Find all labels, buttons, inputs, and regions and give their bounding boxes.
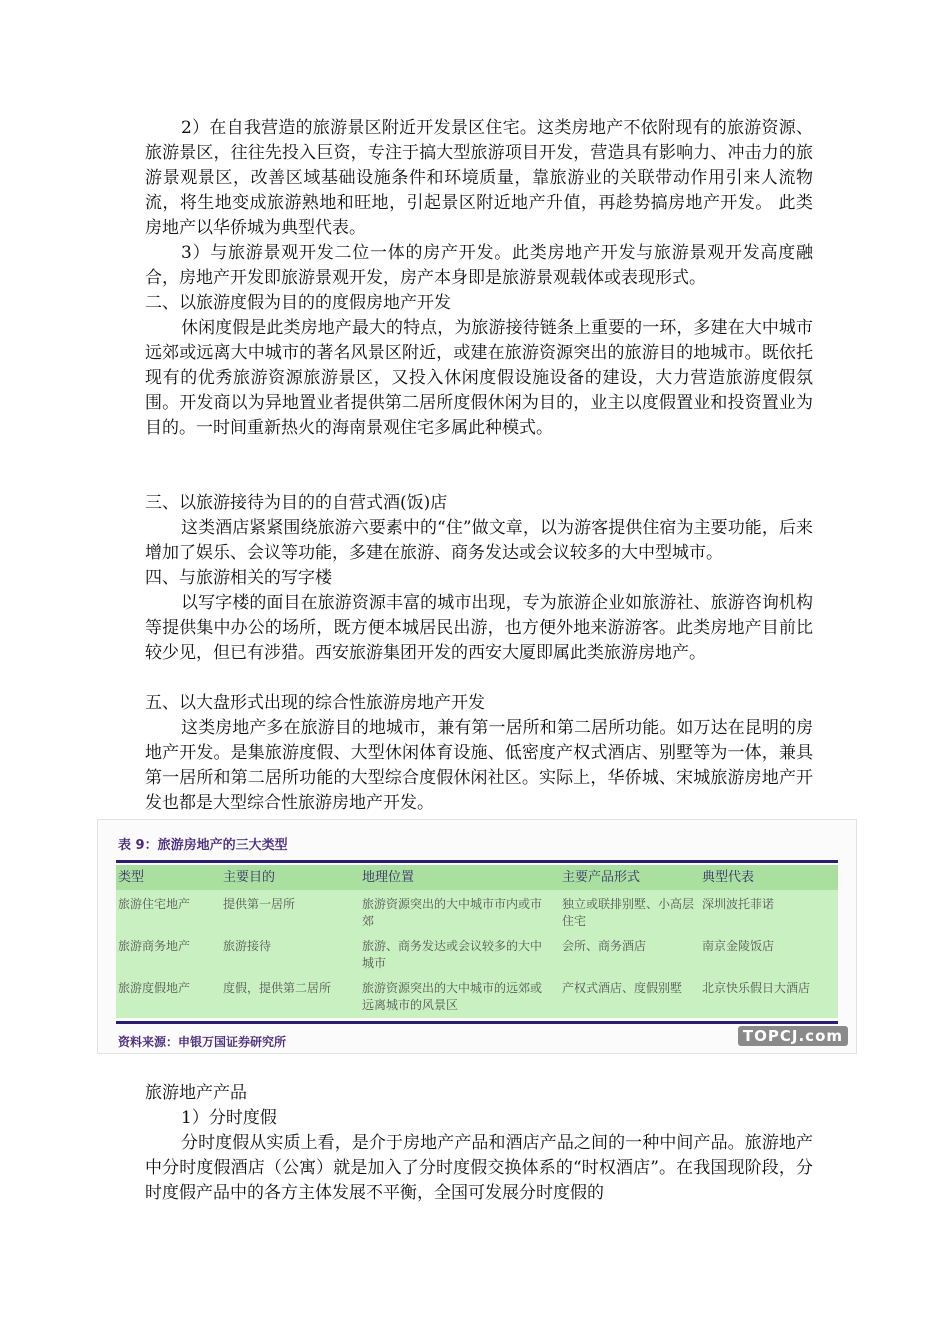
table-header-cell: 类型 [118,870,145,885]
paragraph-integrated-development: 3）与旅游景观开发二位一体的房产开发。此类房地产开发与旅游景观开发高度融合，房地产开发即旅游景观开发，房产本身即是旅游景观载体或表现形式。 [145,243,813,288]
table-cell: 深圳波托菲诺 [702,897,775,911]
heading-self-operated-hotel: 三、以旅游接待为目的的自营式酒(饭)店 [145,493,448,513]
table-cell: 南京金陵饭店 [702,939,775,953]
paragraph-scenic-housing: 2）在自我营造的旅游景区附近开发景区住宅。这类房地产不依附现有的旅游资源、旅游景区，往往先投入巨资，专注于搞大型旅游项目开发，营造具有影响力、冲击力的旅游景观景区，改善区域基础设施条件和环境质量，靠旅游业的关联带动作用引来人流物流，将生地变成旅游熟地和旺地，引起景区附近地产升值，再趁势搞房地产开发。 此类房地产以华侨城为典型代表。 [145,118,813,238]
paragraph-self-operated-hotel: 这类酒店紧紧围绕旅游六要素中的“住”做文章，以为游客提供住宿为主要功能，后来增加了娱乐、会议等功能，多建在旅游、商务发达或会议较多的大中型城市。 [145,518,813,563]
table-cell: 北京快乐假日大酒店 [702,981,811,995]
types-table [116,865,838,1018]
heading-timeshare: 1）分时度假 [181,1108,277,1128]
paragraph-resort-development: 休闲度假是此类房地产最大的特点，为旅游接待链条上重要的一环，多建在大中城市远郊或远离大中城市的著名风景区附近，或建在旅游资源突出的旅游目的地城市。既依托现有的优秀旅游资源旅游景区，又投入休闲度假设施设备的建设，大力营造旅游度假氛围。开发商以为异地置业者提供第二居所度假休闲为目的，业主以度假置业和投资置业为目的。一时间重新热火的海南景观住宅多属此种模式。 [145,318,813,438]
table-cell: 旅游资源突出的大中城市的远郊或远离城市的风景区 [362,981,543,1012]
heading-office-building: 四、与旅游相关的写字楼 [145,568,332,588]
table-header-cell: 主要目的 [223,870,276,885]
figure-bottom-rule [116,1021,838,1024]
table-cell: 独立或联排别墅、小高层住宅 [562,897,695,928]
table-cell: 旅游、商务发达或会议较多的大中城市 [362,939,543,970]
figure-top-rule [116,860,838,863]
table-cell: 旅游住宅地产 [118,897,191,911]
paragraph-office-building: 以写字楼的面目在旅游资源丰富的城市出现，专为旅游企业如旅游社、旅游咨询机构等提供集中办公的场所，既方便本城居民出游，也方便外地来游游客。此类房地产目前比较少见，但已有涉猎。西安旅游集团开发的西安大厦即属此类旅游房地产。 [145,593,813,663]
heading-resort-development: 二、以旅游度假为目的的度假房地产开发 [145,293,451,313]
heading-large-scale-development: 五、以大盘形式出现的综合性旅游房地产开发 [145,693,485,713]
table-header-row [116,865,838,890]
figure-source: 资料来源：申银万国证券研究所 [118,1035,287,1049]
table-header-cell: 典型代表 [702,870,755,885]
table-cell: 旅游资源突出的大中城市市内或市郊 [362,897,543,928]
heading-tourism-products: 旅游地产产品 [145,1083,247,1103]
table-cell: 旅游商务地产 [118,939,191,953]
table-cell: 度假，提供第二居所 [223,981,332,995]
table-cell: 旅游度假地产 [118,981,191,995]
watermark-logo: TOPCJ.com [738,1026,848,1046]
table-header-cell: 地理位置 [362,870,415,885]
table-cell: 会所、商务酒店 [562,939,647,953]
paragraph-large-scale-development: 这类房地产多在旅游目的地城市，兼有第一居所和第二居所功能。如万达在昆明的房地产开发。是集旅游度假、大型休闲体育设施、低密度产权式酒店、别墅等为一体，兼具第一居所和第二居所功能的大型综合度假休闲社区。实际上，华侨城、宋城旅游房地产开发也都是大型综合性旅游房地产开发。 [145,718,813,813]
table-cell: 产权式酒店、度假别墅 [562,981,683,995]
table-cell: 旅游接待 [223,939,272,953]
table-header-cell: 主要产品形式 [562,870,641,885]
table-figure [97,819,857,1054]
table-cell: 提供第一居所 [223,897,296,911]
paragraph-timeshare: 分时度假从实质上看，是介于房地产产品和酒店产品之间的一种中间产品。旅游地产中分时度假酒店（公寓）就是加入了分时度假交换体系的“时权酒店”。在我国现阶段，分时度假产品中的各方主体发展不平衡，全国可发展分时度假的 [145,1133,813,1203]
figure-title: 表 9：旅游房地产的三大类型 [118,838,288,853]
